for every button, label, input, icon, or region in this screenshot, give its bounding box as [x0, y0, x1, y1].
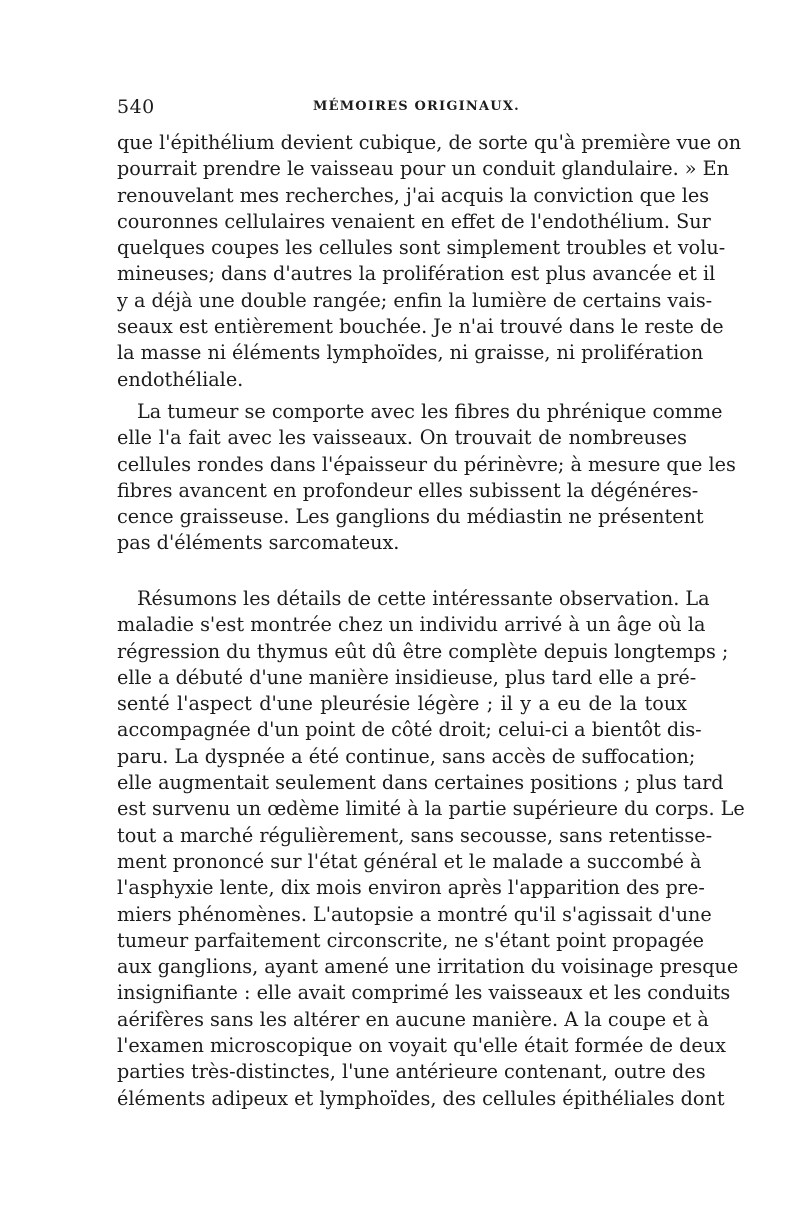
- text-line: maladie s'est montrée chez un individu arrivé à un âge où la: [117, 613, 706, 637]
- paragraph-3: [117, 586, 745, 1112]
- paragraph-2: [117, 399, 736, 557]
- text-line: miers phénomènes. L'autopsie a montré qu'il s'agissait d'une: [117, 902, 712, 926]
- text-line: tout a marché régulièrement, sans secousse, sans retentisse-: [117, 823, 713, 847]
- page-number: 540: [117, 96, 155, 118]
- text-line: l'examen microscopique on voyait qu'elle était formée de deux: [117, 1034, 726, 1058]
- text-line: tumeur parfaitement circonscrite, ne s'étant point propagée: [117, 928, 704, 952]
- text-line: cellules rondes dans l'épaisseur du périnèvre; à mesure que les: [117, 452, 736, 476]
- text-line: mineuses; dans d'autres la prolifération est plus avancée et il: [117, 262, 716, 286]
- text-line: régression du thymus eût dû être complète depuis longtemps ;: [117, 639, 729, 663]
- text-line: éléments adipeux et lymphoïdes, des cellules épithéliales dont: [117, 1086, 725, 1110]
- page-header: [117, 96, 687, 120]
- text-line: couronnes cellulaires venaient en effet de l'endothélium. Sur: [117, 209, 711, 233]
- text-line: quelques coupes les cellules sont simplement troubles et volu-: [117, 236, 726, 260]
- text-line: aérifères sans les altérer en aucune manière. A la coupe et à: [117, 1007, 709, 1031]
- text-line: paru. La dyspnée a été continue, sans accès de suffocation;: [117, 744, 696, 768]
- text-line: senté l'aspect d'une pleurésie légère ; il y a eu de la toux: [117, 692, 687, 716]
- paragraph-1: [117, 130, 742, 393]
- text-line: Résumons les détails de cette intéressante observation. La: [137, 587, 710, 610]
- text-line: elle a débuté d'une manière insidieuse, plus tard elle a pré-: [117, 665, 697, 689]
- text-line: endothéliale.: [117, 367, 244, 391]
- text-line: y a déjà une double rangée; enfin la lumière de certains vais-: [117, 288, 713, 312]
- text-line: parties très-distinctes, l'une antérieure contenant, outre des: [117, 1060, 706, 1084]
- text-line: pas d'éléments sarcomateux.: [117, 531, 400, 555]
- text-line: aux ganglions, ayant amené une irritation du voisinage presque: [117, 955, 739, 979]
- running-title: MÉMOIRES ORIGINAUX.: [313, 99, 520, 114]
- text-line: insignifiante : elle avait comprimé les vaisseaux et les conduits: [117, 981, 731, 1005]
- text-line: accompagnée d'un point de côté droit; celui-ci a bientôt dis-: [117, 718, 702, 742]
- text-line: que l'épithélium devient cubique, de sorte qu'à première vue on: [117, 131, 742, 154]
- text-line: fibres avancent en profondeur elles subissent la dégénéres-: [117, 478, 699, 502]
- text-line: La tumeur se comporte avec les fibres du phrénique comme: [137, 400, 723, 423]
- text-line: seaux est entièrement bouchée. Je n'ai trouvé dans le reste de: [117, 315, 724, 339]
- text-line: ment prononcé sur l'état général et le malade a succombé à: [117, 849, 702, 873]
- text-line: l'asphyxie lente, dix mois environ après l'apparition des pre-: [117, 876, 705, 900]
- text-line: pourrait prendre le vaisseau pour un conduit glandulaire. » En: [117, 157, 729, 181]
- text-line: renouvelant mes recherches, j'ai acquis la conviction que les: [117, 183, 710, 207]
- text-line: cence graisseuse. Les ganglions du médiastin ne présentent: [117, 505, 704, 529]
- text-line: elle augmentait seulement dans certaines positions ; plus tard: [117, 771, 724, 795]
- text-line: la masse ni éléments lymphoïdes, ni graisse, ni prolifération: [117, 341, 704, 365]
- text-line: elle l'a fait avec les vaisseaux. On trouvait de nombreuses: [117, 426, 687, 450]
- text-line: est survenu un œdème limité à la partie supérieure du corps. Le: [117, 797, 745, 821]
